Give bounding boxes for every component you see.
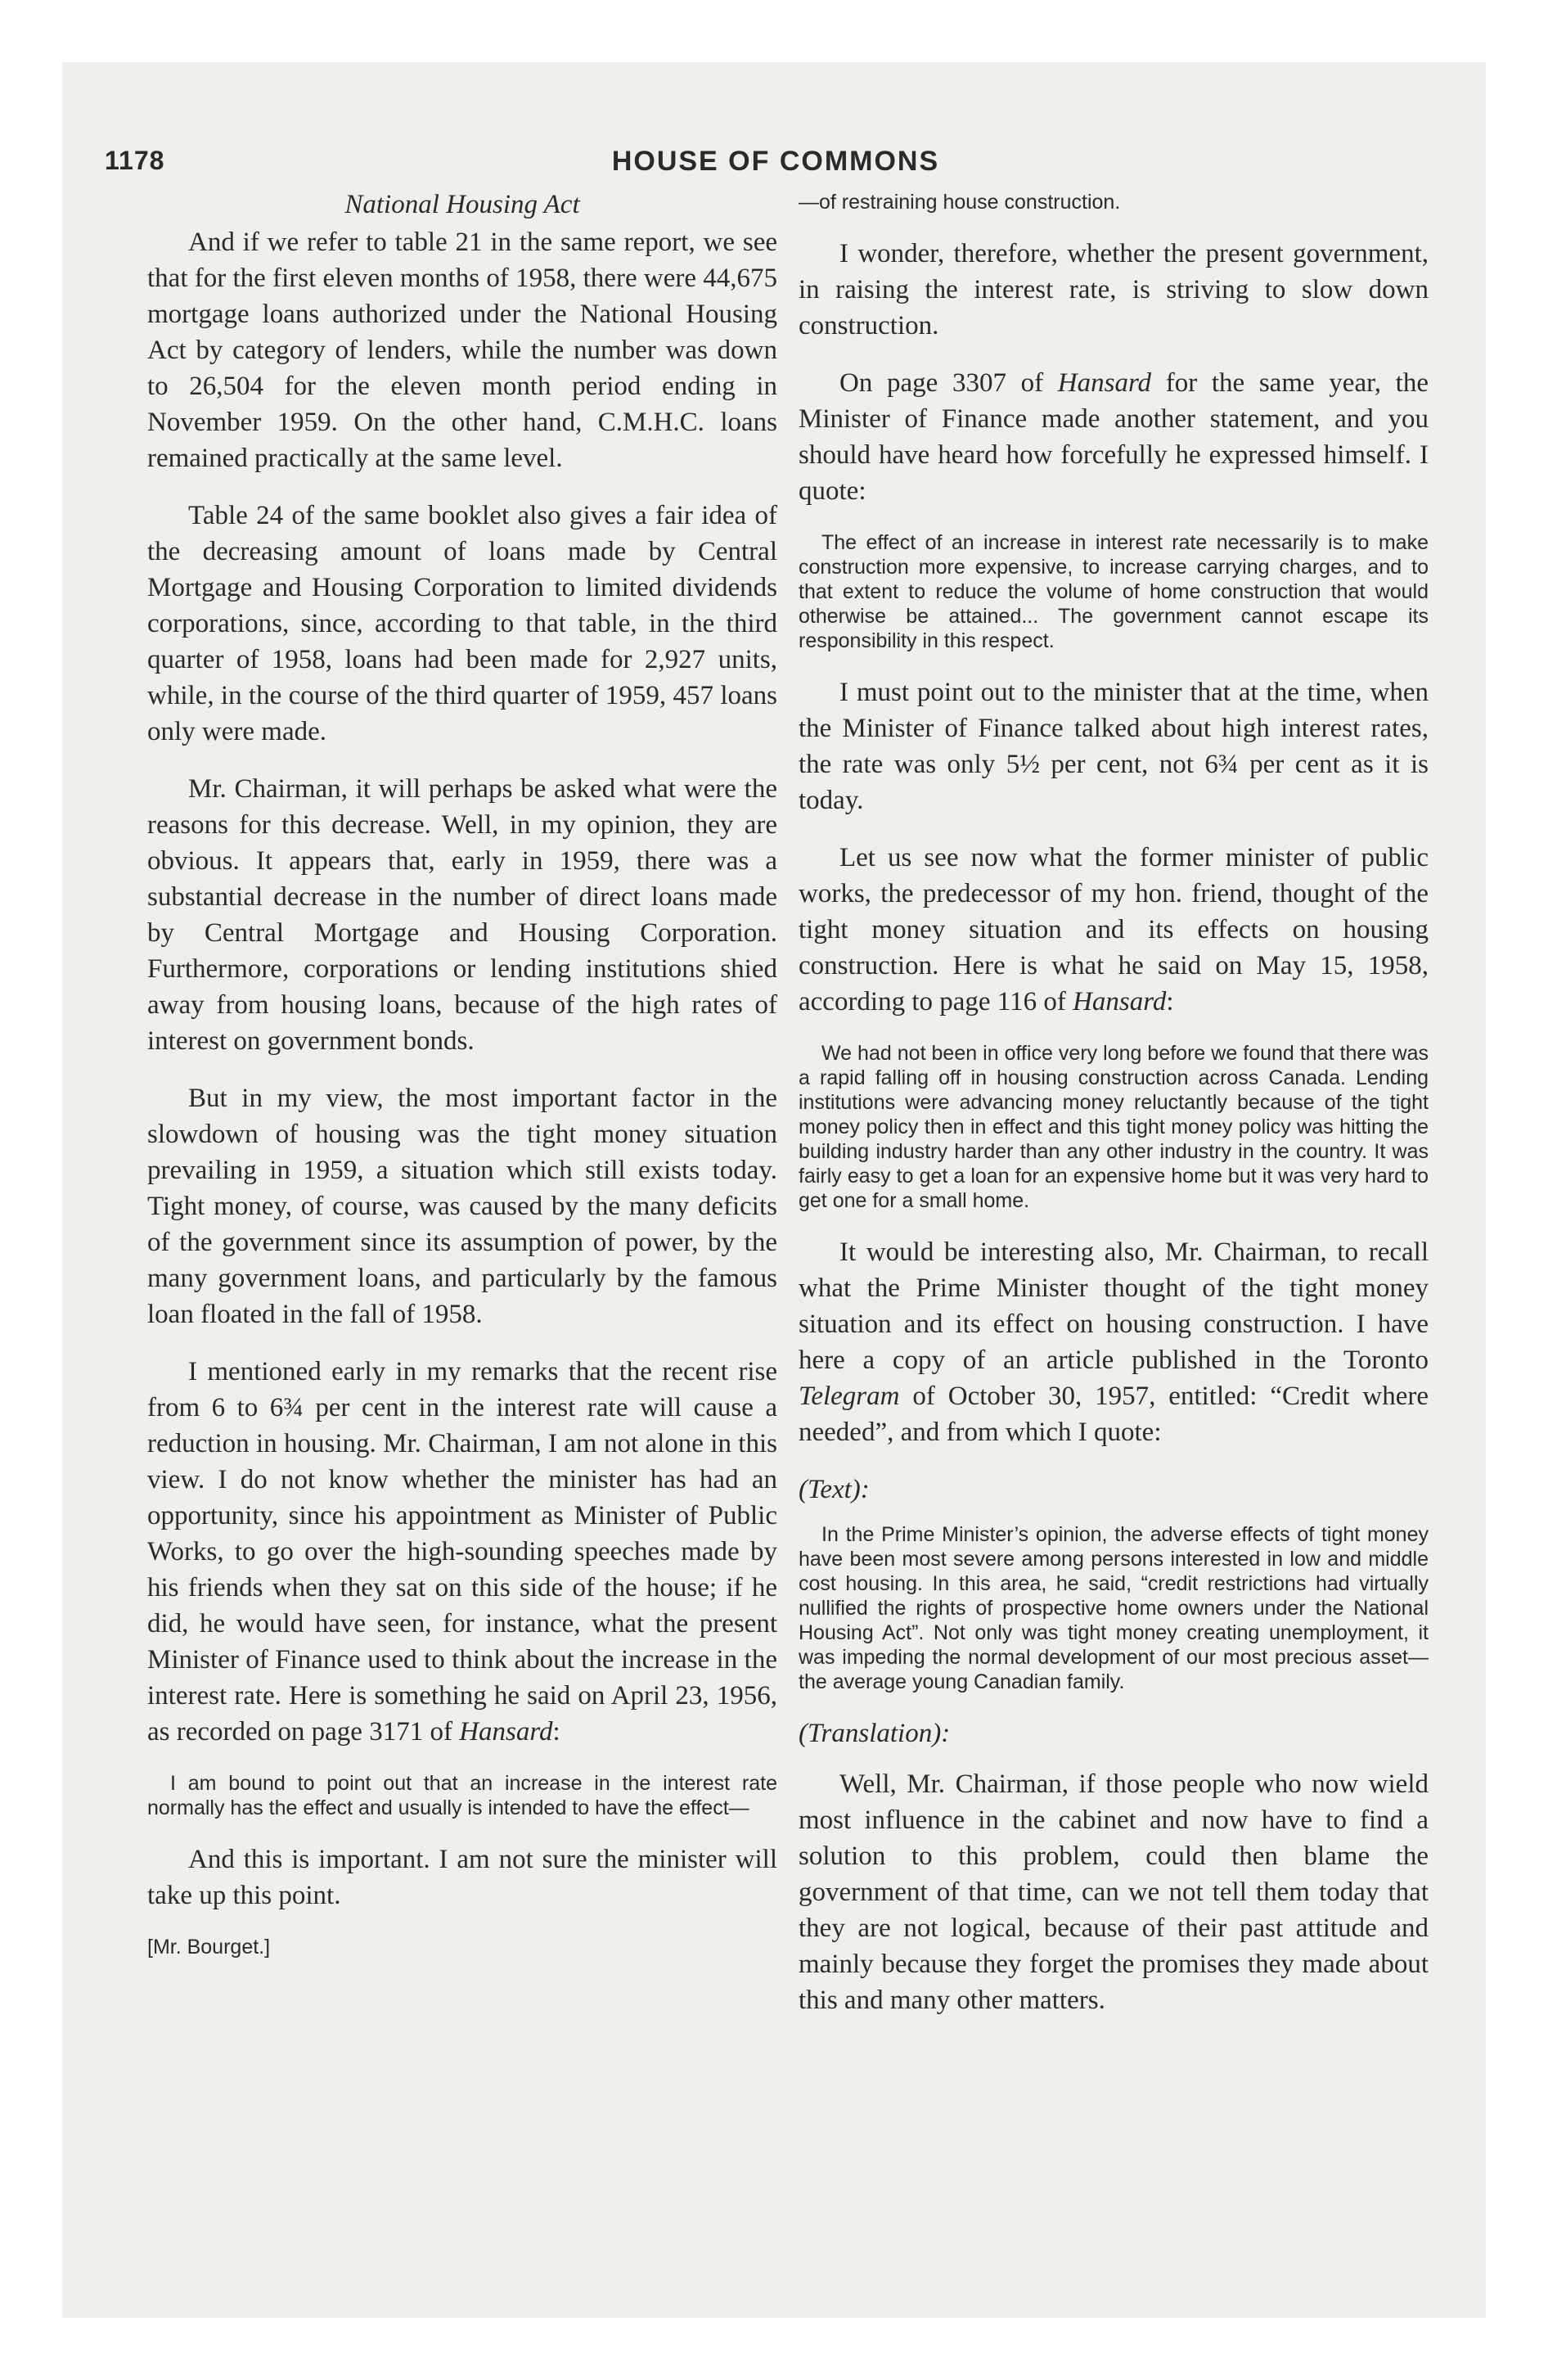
hansard-reference: Hansard bbox=[1057, 368, 1152, 398]
paragraph: But in my view, the most important factor in the slowdown of housing was the tight money situation prevailing in 1959, a situation which still exists today. Tight money, of course, was caused by the many deficits of the government since its assumption of power, by the many government loans, and particularly by the famous loan floated in the fall of 1958. bbox=[147, 1084, 777, 1329]
paragraph: And if we refer to table 21 in the same report, we see that for the first eleven months of 1958, there were 44,675 mortgage loans authorized under the National Housing Act by category of lenders, while the number was down to 26,504 for the eleven month period ending in November 1959. On the other hand, C.M.H.C. loans remained practically at the same level. bbox=[147, 228, 777, 473]
section-subhead: National Housing Act bbox=[344, 190, 580, 219]
paragraph-text: On page 3307 of bbox=[839, 368, 1058, 398]
punctuation: : bbox=[552, 1717, 560, 1747]
paragraph-text: of October 30, 1957, entitled: “Credit where needed”, and from which I quote: bbox=[799, 1382, 1429, 1447]
hansard-reference: Hansard bbox=[459, 1717, 553, 1747]
block-quote: We had not been in office very long before we found that there was a rapid falling off in housing construction across Canada. Lending institutions were advancing money reluctantly because of the tight money policy then in effect and this tight money policy was hitting the building industry harder than any other industry in the country. It was fairly easy to get a loan for an expensive home but it was very hard to get one for a small home. bbox=[799, 1042, 1429, 1212]
paragraph: I wonder, therefore, whether the present government, in raising the interest rate, is striving to slow down construction. bbox=[799, 239, 1429, 340]
right-column bbox=[799, 187, 1429, 2040]
paragraph: Well, Mr. Chairman, if those people who now wield most influence in the cabinet and now have to find a solution to this problem, could then blame the government of that time, can we not tell them today that they are not logical, because of their past attitude and mainly because they forget the promises they made about this and many other matters. bbox=[799, 1769, 1429, 2015]
hansard-reference: Hansard bbox=[1073, 987, 1167, 1016]
paragraph: Table 24 of the same booklet also gives a fair idea of the decreasing amount of loans made by Central Mortgage and Housing Corporation to limited dividends corporations, since, according to that table, in the third quarter of 1958, loans had been made for 2,927 units, while, in the course of the third quarter of 1959, 457 loans only were made. bbox=[147, 501, 777, 746]
paragraph-text: Let us see now what the former minister of public works, the predecessor of my hon. friend, thought of the tight money situation and its effects on housing construction. Here is what he said on May 15, 1958, according to page 116 of bbox=[799, 843, 1429, 1016]
paragraph bbox=[799, 365, 1429, 509]
page-header bbox=[105, 146, 1447, 185]
paragraph-text: It would be interesting also, Mr. Chairman, to recall what the Prime Minister thought of the tight money situation and its effect on housing construction. I have here a copy of an article published in the Toronto bbox=[799, 1237, 1429, 1375]
paragraph bbox=[799, 1234, 1429, 1450]
paragraph-text: for the same year, the Minister of Finance made another statement, and you should have heard how forcefully he expressed himself. I quote: bbox=[799, 368, 1429, 506]
paragraph: And this is important. I am not sure the minister will take up this point. bbox=[147, 1845, 777, 1910]
text-label: (Text): bbox=[799, 1475, 870, 1504]
paragraph bbox=[147, 1354, 777, 1750]
page-title: HOUSE OF COMMONS bbox=[611, 146, 940, 177]
paragraph: Mr. Chairman, it will perhaps be asked what were the reasons for this decrease. Well, in my opinion, they are obvious. It appears that, early in 1959, there was a substantial decrease in the number of direct loans made by Central Mortgage and Housing Corporation. Furthermore, corporations or lending institutions shied away from housing loans, because of the high rates of interest on government bonds. bbox=[147, 774, 777, 1056]
block-quote: In the Prime Minister’s opinion, the adverse effects of tight money have been most severe among persons interested in low and middle cost housing. In this area, he said, “credit restrictions had virtually nullified the rights of prospective home owners under the National Housing Act”. Not only was tight money creating unemployment, it was impeding the normal development of our most precious asset—the average young Canadian family. bbox=[799, 1523, 1429, 1693]
left-column bbox=[147, 187, 777, 1959]
quote-continuation: —of restraining house construction. bbox=[799, 191, 1121, 214]
paragraph-text: I mentioned early in my remarks that the recent rise from 6 to 6¾ per cent in the interest rate will cause a reduction in housing. Mr. Chairman, I am not alone in this view. I do not know whether the minister has had an opportunity, since his appointment as Minister of Public Works, to go over the high-sounding speeches made by his friends when they sat on this side of the house; if he did, he would have seen, for instance, what the present Minister of Finance used to think about the increase in the interest rate. Here is something he said on April 23, 1956, as recorded on page 3171 of bbox=[147, 1357, 777, 1747]
block-quote: I am bound to point out that an increase in the interest rate normally has the effect and usually is intended to have the effect— bbox=[147, 1772, 777, 1819]
paragraph bbox=[799, 840, 1429, 1020]
newspaper-title: Telegram bbox=[799, 1382, 900, 1411]
punctuation: : bbox=[1166, 987, 1174, 1016]
speaker-tag: [Mr. Bourget.] bbox=[147, 1936, 271, 1959]
paragraph: I must point out to the minister that at the time, when the Minister of Finance talked about high interest rates, the rate was only 5½ per cent, not 6¾ per cent as it is today. bbox=[799, 678, 1429, 815]
page-number: 1178 bbox=[105, 146, 165, 175]
translation-label: (Translation): bbox=[799, 1719, 951, 1748]
block-quote: The effect of an increase in interest rate necessarily is to make construction more expensive, to increase carrying charges, and to that extent to reduce the volume of home construction that would otherwise be attained... The government cannot escape its responsibility in this respect. bbox=[799, 531, 1429, 652]
